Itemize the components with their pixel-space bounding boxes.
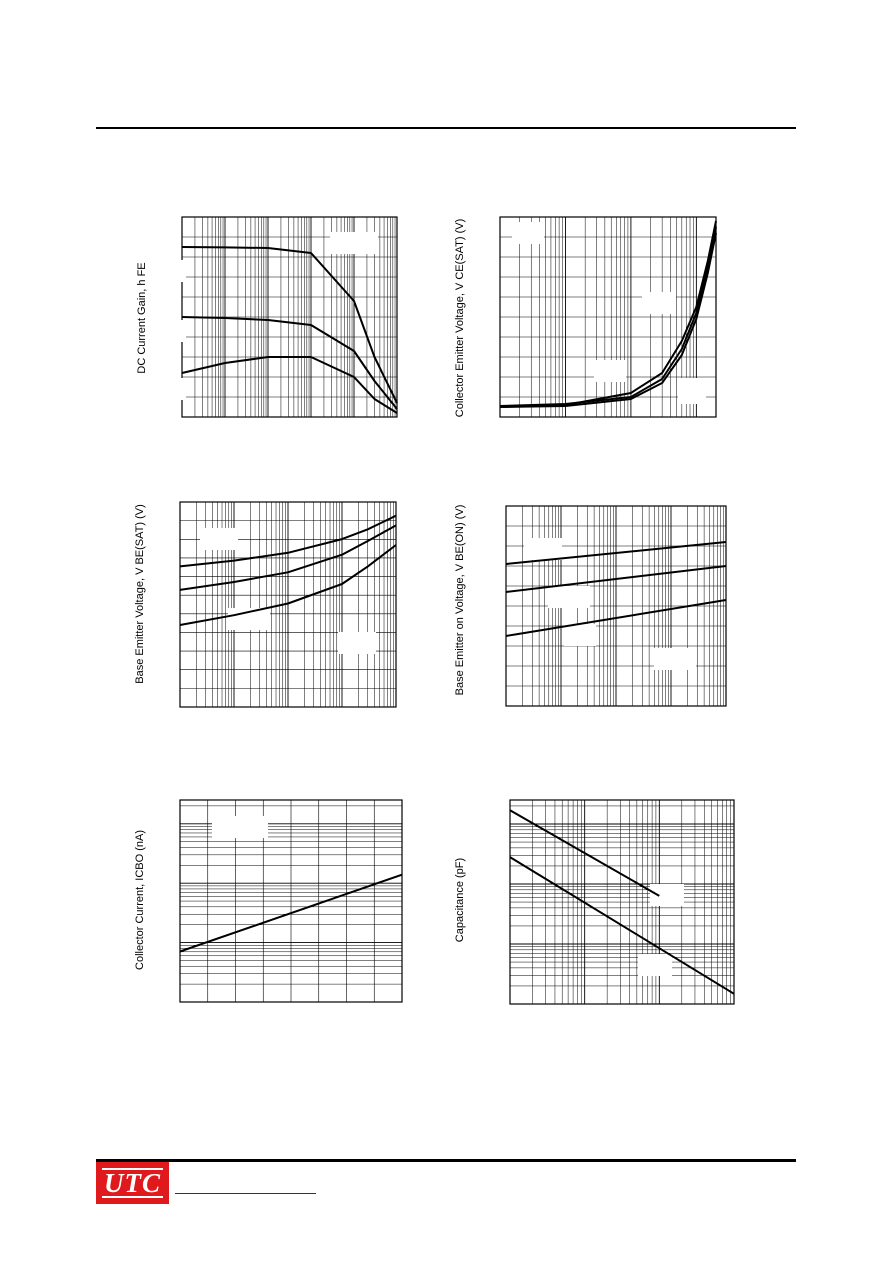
label-mask	[148, 260, 186, 282]
vbe-on-chart	[450, 498, 732, 713]
footer-rule	[96, 1159, 796, 1162]
label-mask	[638, 954, 672, 976]
label-mask	[212, 816, 268, 838]
capacitance-chart	[450, 792, 738, 1007]
label-mask	[524, 538, 562, 560]
utc-logo	[96, 1162, 169, 1204]
website-link-underline[interactable]	[175, 1193, 316, 1194]
y-axis-label: DC Current Gain, h FE	[136, 262, 148, 374]
series-line-2	[510, 857, 734, 994]
vce-sat-chart	[450, 210, 722, 425]
y-axis-label: Collector Current, ICBO (nA)	[134, 830, 146, 970]
dc-current-gain-chart	[130, 210, 402, 425]
icbo-chart	[130, 792, 406, 1007]
label-mask	[642, 292, 676, 314]
label-mask	[650, 884, 684, 906]
label-mask	[548, 586, 590, 608]
label-mask	[330, 232, 378, 254]
label-mask	[594, 360, 626, 382]
label-mask	[512, 222, 544, 244]
y-axis-label: Collector Emitter Voltage, V CE(SAT) (V)	[454, 218, 466, 418]
series-line-1	[182, 247, 397, 403]
label-mask	[148, 378, 186, 400]
label-mask	[148, 320, 186, 342]
label-mask	[564, 624, 596, 646]
label-mask	[338, 632, 376, 654]
y-axis-label: Base Emitter Voltage, V BE(SAT) (V)	[134, 504, 146, 684]
y-axis-label: Capacitance (pF)	[454, 857, 466, 943]
vbe-sat-chart	[130, 496, 402, 711]
label-mask	[654, 648, 696, 670]
label-mask	[678, 378, 706, 404]
header-rule	[96, 127, 796, 129]
utc-logo-text: UTC	[104, 1168, 161, 1198]
y-axis-label: Base Emitter on Voltage, V BE(ON) (V)	[454, 504, 466, 696]
label-mask	[200, 528, 238, 550]
